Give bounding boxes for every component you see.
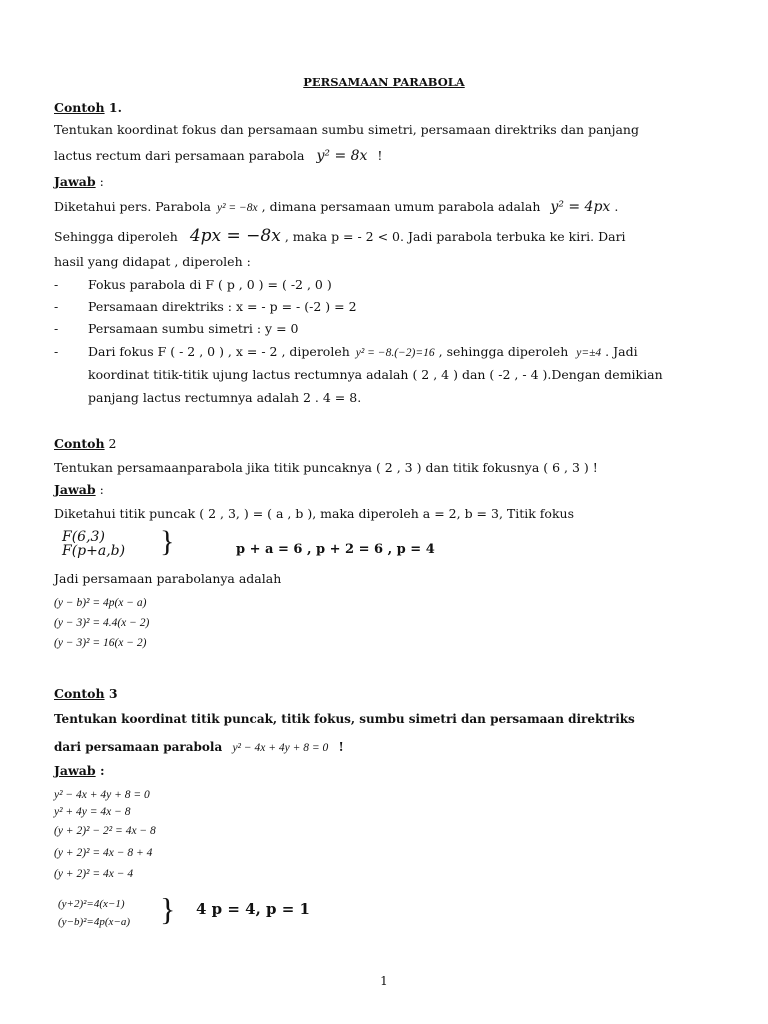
example-3-relation: 4 p = 4, p = 1 — [196, 900, 310, 918]
example-3-answer-label — [54, 763, 105, 779]
jawab-colon: : — [95, 482, 104, 497]
bullet-dash: - — [54, 277, 59, 292]
bullet-latus-rectum-line-3: panjang lactus rectumnya adalah 2 . 4 = 8. — [88, 390, 362, 405]
given-equation: y² = −8x — [216, 202, 258, 214]
example-1-number: 1. — [104, 100, 122, 115]
example-2-label: Contoh — [54, 436, 105, 451]
bullet-axis: Persamaan sumbu simetri : y = 0 — [88, 321, 299, 336]
step-6: (y+2)²=4(x−1) — [58, 898, 125, 910]
example-3-question-line-1: Tentukan koordinat titik puncak, titik fokus, sumbu simetri dan persamaan direktriks — [54, 712, 635, 726]
step-4: (y + 2)² = 4x − 8 + 4 — [54, 847, 153, 859]
right-brace: } — [160, 891, 176, 927]
jawab-colon: : — [95, 174, 104, 189]
focus-equation-1: F(6,3) — [62, 529, 105, 545]
answer-text: Diketahui pers. Parabola — [54, 199, 211, 214]
jawab-label: Jawab — [54, 763, 96, 778]
answer-text: , dimana persamaan umum parabola adalah — [261, 199, 541, 214]
example-1-label: Contoh — [54, 100, 105, 115]
example-3-equation: y² − 4x + 4y + 8 = 0 — [232, 742, 329, 754]
example-2-number: 2 — [104, 436, 117, 451]
general-equation: y² = 4px — [550, 199, 611, 215]
bullet-latus-rectum-line-2: koordinat titik-titik ujung lactus rectumnya adalah ( 2 , 4 ) dan ( -2 , - 4 ).Dengan demikian — [88, 367, 663, 382]
answer-text: . Jadi — [605, 344, 638, 359]
example-1-question-text: lactus rectum dari persamaan parabola — [54, 148, 305, 163]
answer-text: . — [614, 199, 619, 214]
example-1-answer-line-1 — [54, 199, 618, 216]
answer-text: , sehingga diperoleh — [438, 344, 569, 359]
jawab-label: Jawab — [54, 482, 96, 497]
answer-text: , maka p = - 2 < 0. Jadi parabola terbuka ke kiri. Dari — [284, 229, 626, 244]
right-brace: } — [160, 525, 175, 558]
answer-text: Sehingga diperoleh — [54, 229, 178, 244]
example-3-label: Contoh — [54, 686, 105, 701]
step-3: (y + 2)² − 2² = 4x − 8 — [54, 825, 156, 837]
example-2-answer-label — [54, 482, 104, 498]
exclamation: ! — [377, 148, 383, 163]
derived-equation: 4px = −8x — [189, 226, 281, 246]
example-1-question-line-2 — [54, 148, 382, 164]
answer-text: Dari fokus F ( - 2 , 0 ) , x = - 2 , diperoleh — [88, 344, 350, 359]
example-2-heading — [54, 436, 117, 452]
bullet-focus: Fokus parabola di F ( p , 0 ) = ( -2 , 0 ) — [88, 277, 332, 292]
bullet-latus-rectum — [88, 344, 638, 361]
focus-equation-2: F(p+a,b) — [62, 543, 126, 559]
question-text: dari persamaan parabola — [54, 740, 223, 754]
example-2-relation: p + a = 6 , p + 2 = 6 , p = 4 — [236, 542, 435, 557]
parabola-result: (y − 3)² = 16(x − 2) — [54, 637, 147, 649]
example-1-answer-line-2 — [54, 228, 626, 245]
y-result: y=±4 — [576, 347, 602, 359]
jawab-colon: : — [95, 763, 105, 778]
example-1-answer-line-3: hasil yang didapat , diperoleh : — [54, 254, 251, 269]
substitution-equation: y² = −8.(−2)=16 — [355, 347, 435, 359]
step-7: (y−b)²=4p(x−a) — [58, 916, 130, 928]
bullet-dash: - — [54, 299, 59, 314]
example-2-answer-line-1: Diketahui titik puncak ( 2 , 3, ) = ( a , b ), maka diperoleh a = 2, b = 3, Titik fokus — [54, 506, 574, 521]
example-2-question: Tentukan persamaanparabola jika titik puncaknya ( 2 , 3 ) dan titik fokusnya ( 6 , 3 ) ! — [54, 460, 598, 475]
parabola-general-form: (y − b)² = 4p(x − a) — [54, 597, 147, 609]
bullet-directrix: Persamaan direktriks : x = - p = - (-2 ) = 2 — [88, 299, 357, 314]
step-5: (y + 2)² = 4x − 4 — [54, 868, 134, 880]
step-1: y² − 4x + 4y + 8 = 0 — [54, 789, 150, 801]
bullet-dash: - — [54, 344, 59, 359]
example-2-answer-line-2: Jadi persamaan parabolanya adalah — [54, 571, 282, 586]
example-3-number: 3 — [104, 686, 118, 701]
exclamation: ! — [338, 740, 344, 754]
jawab-label: Jawab — [54, 174, 96, 189]
parabola-substituted: (y − 3)² = 4.4(x − 2) — [54, 617, 150, 629]
example-3-heading — [54, 686, 118, 702]
bullet-dash: - — [54, 321, 59, 336]
page-title: PERSAMAAN PARABOLA — [303, 75, 465, 89]
example-1-heading — [54, 100, 122, 116]
example-1-question-line-1: Tentukan koordinat fokus dan persamaan sumbu simetri, persamaan direktriks dan panjang — [54, 122, 639, 137]
page-number: 1 — [380, 974, 388, 988]
step-2: y² + 4y = 4x − 8 — [54, 806, 131, 818]
example-1-answer-label — [54, 174, 104, 190]
example-3-question-line-2 — [54, 739, 344, 756]
example-1-equation: y² = 8x — [316, 148, 368, 164]
